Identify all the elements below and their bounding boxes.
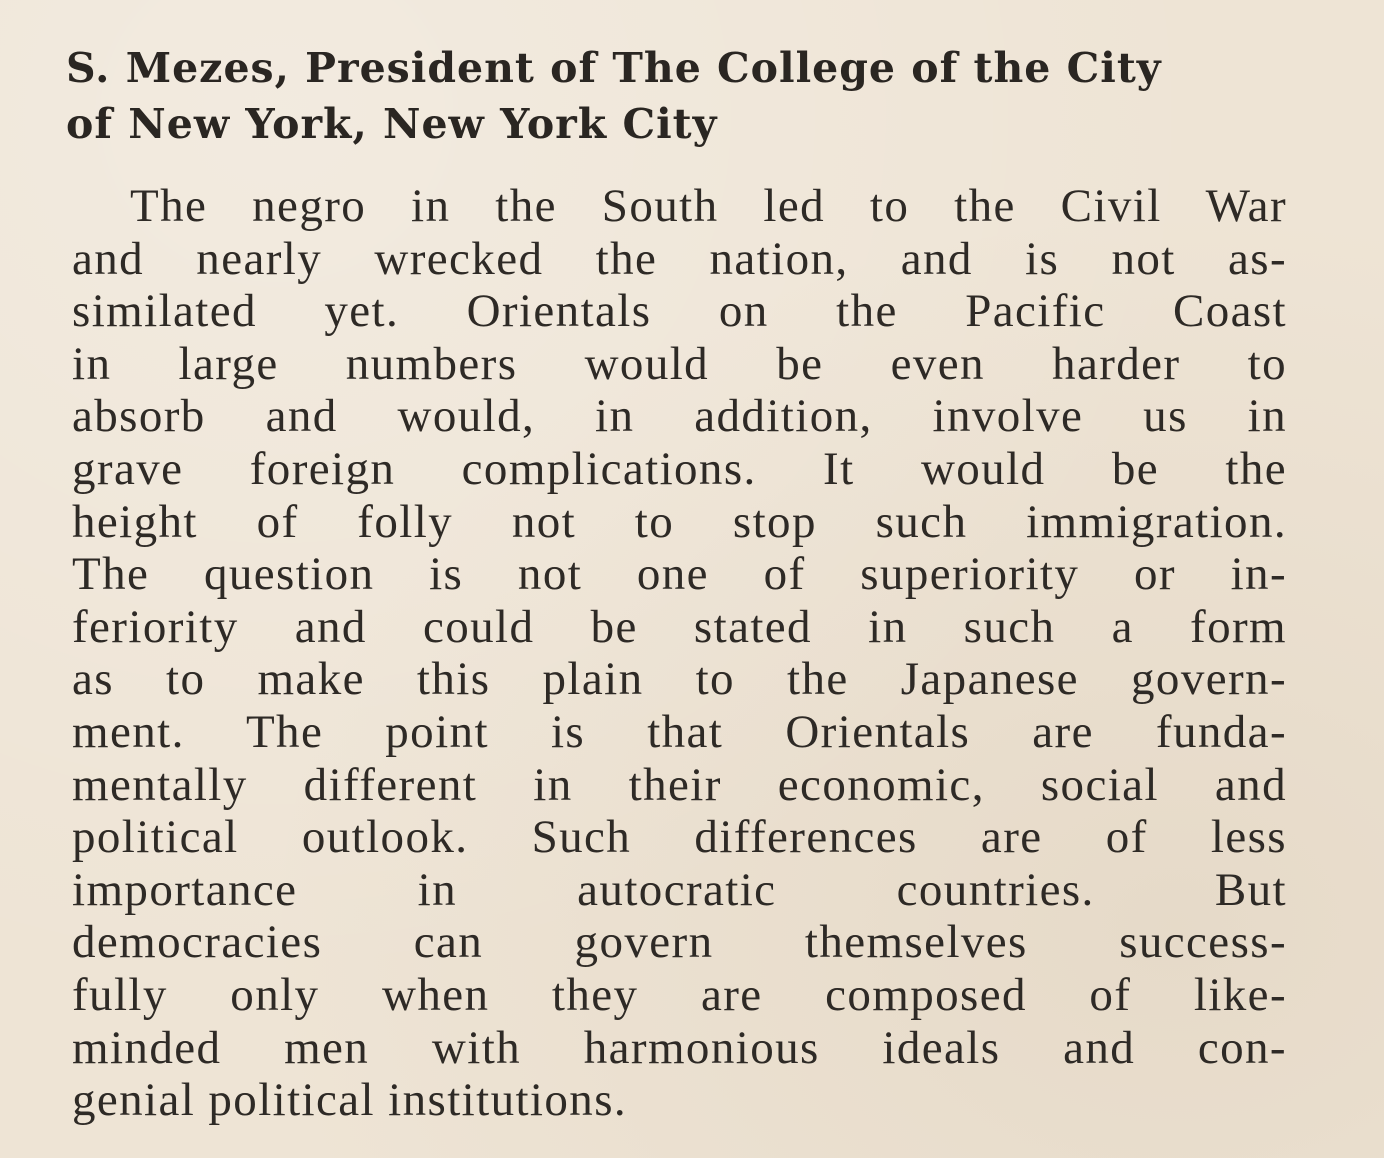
paragraph-line: similated yet. Orientals on the Pacific Coast xyxy=(72,285,1287,338)
paragraph-line: mentally different in their economic, social and xyxy=(72,758,1287,811)
paragraph-line: importance in autocratic countries. But xyxy=(72,863,1287,916)
paragraph-line: and nearly wrecked the nation, and is not as- xyxy=(72,232,1287,285)
paragraph-line: fully only when they are composed of like- xyxy=(72,968,1287,1021)
paragraph-line: democracies can govern themselves success- xyxy=(72,916,1287,969)
paragraph-line: grave foreign complications. It would be the xyxy=(72,442,1287,495)
paragraph-line: The question is not one of superiority or in- xyxy=(72,548,1287,601)
paragraph-line: The negro in the South led to the Civil War xyxy=(130,180,1287,232)
paragraph-line: ment. The point is that Orientals are funda- xyxy=(72,705,1287,758)
heading-line-1: S. Mezes, President of The College of the City xyxy=(66,44,1162,92)
paragraph-line: height of folly not to stop such immigration. xyxy=(72,495,1287,548)
paragraph-line: absorb and would, in addition, involve us in xyxy=(72,390,1287,443)
body-paragraph xyxy=(72,180,1287,1127)
paragraph-line: genial political institutions. xyxy=(72,1074,628,1127)
paragraph-line: in large numbers would be even harder to xyxy=(72,337,1287,390)
paragraph-line: feriority and could be stated in such a form xyxy=(72,600,1287,653)
heading-line-2: of New York, New York City xyxy=(66,100,718,148)
article-heading xyxy=(66,40,1326,152)
paragraph-line: political outlook. Such differences are of less xyxy=(72,811,1287,864)
paragraph-line: as to make this plain to the Japanese govern- xyxy=(72,653,1287,706)
paragraph-line: minded men with harmonious ideals and con- xyxy=(72,1021,1287,1074)
